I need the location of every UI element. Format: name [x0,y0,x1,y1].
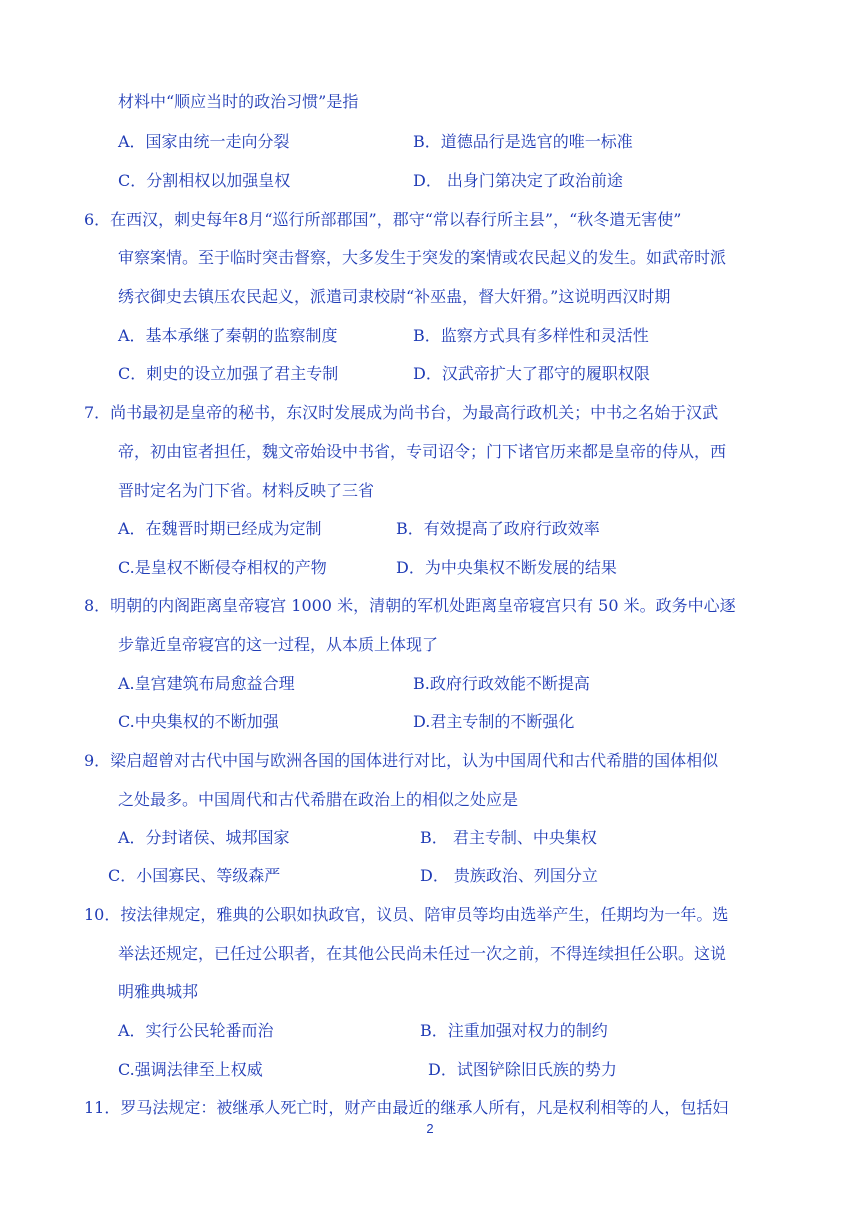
question-10-option-c: C.强调法律至上权威 [118,1060,263,1079]
question-9-option-a: A．分封诸侯、城邦国家 [118,828,290,847]
question-7-option-a: A．在魏晋时期已经成为定制 [118,519,322,538]
question-10-line-3: 明雅典城邦 [118,982,199,1001]
question-6-option-b: B．监察方式具有多样性和灵活性 [413,326,649,345]
question-7-line-1: 7．尚书最初是皇帝的秘书，东汉时发展成为尚书台，为最高行政机关；中书之名始于汉武 [84,403,719,422]
question-6-option-d: D．汉武帝扩大了郡守的履职权限 [413,364,650,383]
question-9-option-b: B． 君主专制、中央集权 [420,828,597,847]
question-5-option-b: B．道德品行是选官的唯一标准 [413,132,633,151]
question-7-line-3: 晋时定名为门下省。材料反映了三省 [118,481,375,500]
question-8-option-c: C.中央集权的不断加强 [118,712,279,731]
question-9-line-1: 9．梁启超曾对古代中国与欧洲各国的国体进行对比，认为中国周代和古代希腊的国体相似 [84,751,719,770]
question-11-line-1: 11．罗马法规定：被继承人死亡时，财产由最近的继承人所有，凡是权利相等的人，包括妇 [84,1098,729,1117]
question-8-option-b: B.政府行政效能不断提高 [413,674,590,693]
question-9-option-d: D． 贵族政治、列国分立 [420,866,598,885]
question-7-line-2: 帝，初由宦者担任，魏文帝始设中书省，专司诏令；门下诸官历来都是皇帝的侍从，西 [118,442,727,461]
question-10-option-b: B．注重加强对权力的制约 [420,1021,608,1040]
question-10-option-d: D．试图铲除旧氏族的势力 [428,1060,617,1079]
question-6-line-3: 绣衣御史去镇压农民起义，派遣司隶校尉“补巫蛊，督大奸猾。”这说明西汉时期 [118,287,671,306]
question-5-option-a: A．国家由统一走向分裂 [118,132,290,151]
question-10-option-a: A．实行公民轮番而治 [118,1021,274,1040]
question-6-line-1: 6．在西汉，刺史每年8月“巡行所部郡国”，郡守“常以春行所主县”，“秋冬遣无害使” [84,210,682,229]
question-10-line-2: 举法还规定，已任过公职者，在其他公民尚未任过一次之前，不得连续担任公职。这说 [118,944,727,963]
page-number: 2 [426,1121,434,1136]
question-6-line-2: 审察案情。至于临时突击督察，大多发生于突发的案情或农民起义的发生。如武帝时派 [118,248,727,267]
question-9-option-c: C．小国寡民、等级森严 [108,866,281,885]
question-8-option-d: D.君主专制的不断强化 [413,712,575,731]
question-8-line-1: 8．明朝的内阁距离皇帝寝宫 1000 米，清朝的军机处距离皇帝寝宫只有 50 米。政务中心逐 [84,596,736,615]
question-7-option-d: D．为中央集权不断发展的结果 [396,558,617,577]
question-7-option-b: B．有效提高了政府行政效率 [396,519,600,538]
question-5-option-c: C．分割相权以加强皇权 [118,171,291,190]
question-7-option-c: C.是皇权不断侵夺相权的产物 [118,558,327,577]
question-10-line-1: 10．按法律规定，雅典的公职如执政官，议员、陪审员等均由选举产生，任期均为一年。选 [84,905,729,924]
question-5-stem: 材料中“顺应当时的政治习惯”是指 [118,92,359,111]
question-6-option-c: C．刺史的设立加强了君主专制 [118,364,339,383]
question-9-line-2: 之处最多。中国周代和古代希腊在政治上的相似之处应是 [118,790,519,809]
question-6-option-a: A．基本承继了秦朝的监察制度 [118,326,338,345]
question-8-option-a: A.皇宫建筑布局愈益合理 [118,674,295,693]
question-5-option-d: D． 出身门第决定了政治前途 [413,171,623,190]
question-8-line-2: 步靠近皇帝寝宫的这一过程，从本质上体现了 [118,635,439,654]
